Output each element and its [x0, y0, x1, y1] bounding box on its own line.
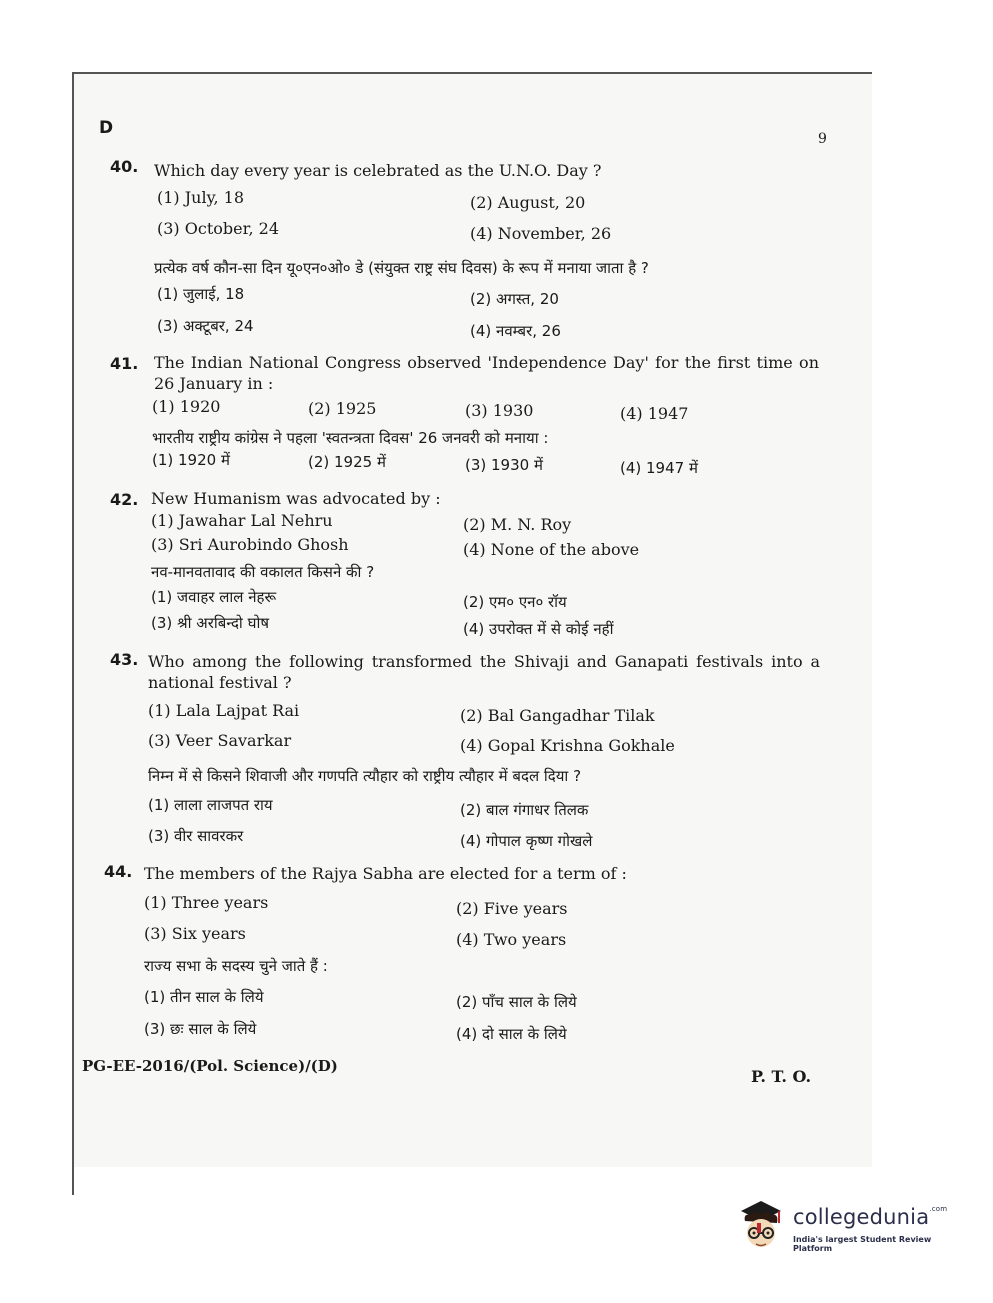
option-2: (2) Five years	[456, 899, 568, 918]
exam-code: PG-EE-2016/(Pol. Science)/(D)	[82, 1057, 338, 1075]
question-number: 41.	[110, 354, 139, 373]
option-4: (4) November, 26	[470, 224, 612, 243]
option-2: (2) 1925	[308, 399, 377, 418]
option-4-hindi: (4) गोपाल कृष्ण गोखले	[460, 832, 593, 850]
option-1-hindi: (1) 1920 में	[152, 451, 230, 469]
pto-label: P. T. O.	[751, 1067, 812, 1086]
option-4: (4) Gopal Krishna Gokhale	[460, 736, 675, 755]
option-2-hindi: (2) एम० एन० रॉय	[463, 593, 567, 611]
option-2: (2) M. N. Roy	[463, 515, 572, 534]
option-1-hindi: (1) जवाहर लाल नेहरू	[151, 588, 277, 606]
option-3-hindi: (3) छः साल के लिये	[144, 1020, 257, 1038]
option-1: (1) July, 18	[157, 188, 245, 207]
option-3-hindi: (3) श्री अरबिन्दो घोष	[151, 614, 270, 632]
question-number: 42.	[110, 490, 139, 509]
question-text-hindi: नव-मानवतावाद की वकालत किसने की ?	[151, 563, 375, 581]
mascot-icon	[735, 1197, 787, 1255]
question-text: The members of the Rajya Sabha are elected for a term of :	[144, 864, 627, 883]
question-number: 40.	[110, 157, 139, 176]
option-3-hindi: (3) वीर सावरकर	[148, 827, 244, 845]
question-text: New Humanism was advocated by :	[151, 489, 441, 508]
option-2: (2) August, 20	[470, 193, 586, 212]
question-text: The Indian National Congress observed 'Independence Day' for the first time on 26 January in :	[154, 353, 819, 393]
page-number: 9	[818, 131, 827, 147]
option-3: (3) Veer Savarkar	[148, 731, 292, 750]
option-4: (4) 1947	[620, 404, 689, 423]
option-2-hindi: (2) बाल गंगाधर तिलक	[460, 801, 589, 819]
question-text-hindi: निम्न में से किसने शिवाजी और गणपति त्यौहार को राष्ट्रीय त्यौहार में बदल दिया ?	[148, 767, 582, 785]
option-2-hindi: (2) अगस्त, 20	[470, 290, 559, 308]
option-1: (1) Three years	[144, 893, 269, 912]
option-4-hindi: (4) नवम्बर, 26	[470, 322, 561, 340]
option-1-hindi: (1) लाला लाजपत राय	[148, 796, 273, 814]
option-3: (3) October, 24	[157, 219, 280, 238]
option-3-hindi: (3) 1930 में	[465, 456, 543, 474]
question-text-hindi: राज्य सभा के सदस्य चुने जाते हैं :	[144, 957, 328, 975]
question-text-hindi: प्रत्येक वर्ष कौन-सा दिन यू०एन०ओ० डे (संयुक्त राष्ट्र संघ दिवस) के रूप में मनाया जाता है ?	[154, 259, 649, 277]
option-4-hindi: (4) 1947 में	[620, 459, 698, 477]
question-text-hindi: भारतीय राष्ट्रीय कांग्रेस ने पहला 'स्वतन्त्रता दिवस' 26 जनवरी को मनाया :	[152, 429, 549, 447]
page-edge	[72, 1167, 74, 1195]
option-2: (2) Bal Gangadhar Tilak	[460, 706, 655, 725]
option-1: (1) Jawahar Lal Nehru	[151, 511, 333, 530]
option-1-hindi: (1) जुलाई, 18	[157, 285, 245, 303]
logo-wordmark: collegedunia$^{.com}$	[793, 1205, 948, 1229]
option-1: (1) 1920	[152, 397, 221, 416]
collegedunia-logo	[735, 1197, 963, 1259]
option-4-hindi: (4) दो साल के लिये	[456, 1025, 567, 1043]
question-text: Who among the following transformed the Shivaji and Ganapati festivals into a national festival ?	[148, 652, 820, 692]
option-1-hindi: (1) तीन साल के लिये	[144, 988, 264, 1006]
option-4-hindi: (4) उपरोक्त में से कोई नहीं	[463, 620, 614, 638]
option-4: (4) None of the above	[463, 540, 640, 559]
question-number: 43.	[110, 650, 139, 669]
set-code: D	[99, 118, 114, 138]
option-2-hindi: (2) 1925 में	[308, 453, 386, 471]
option-1: (1) Lala Lajpat Rai	[148, 701, 300, 720]
option-2-hindi: (2) पाँच साल के लिये	[456, 993, 577, 1011]
question-text: Which day every year is celebrated as the U.N.O. Day ?	[154, 161, 602, 180]
option-4: (4) Two years	[456, 930, 567, 949]
question-number: 44.	[104, 862, 133, 881]
option-3: (3) Sri Aurobindo Ghosh	[151, 535, 349, 554]
option-3: (3) Six years	[144, 924, 246, 943]
option-3: (3) 1930	[465, 401, 534, 420]
logo-tagline: India's largest Student Review Platform	[793, 1235, 932, 1253]
option-3-hindi: (3) अक्टूबर, 24	[157, 317, 254, 335]
